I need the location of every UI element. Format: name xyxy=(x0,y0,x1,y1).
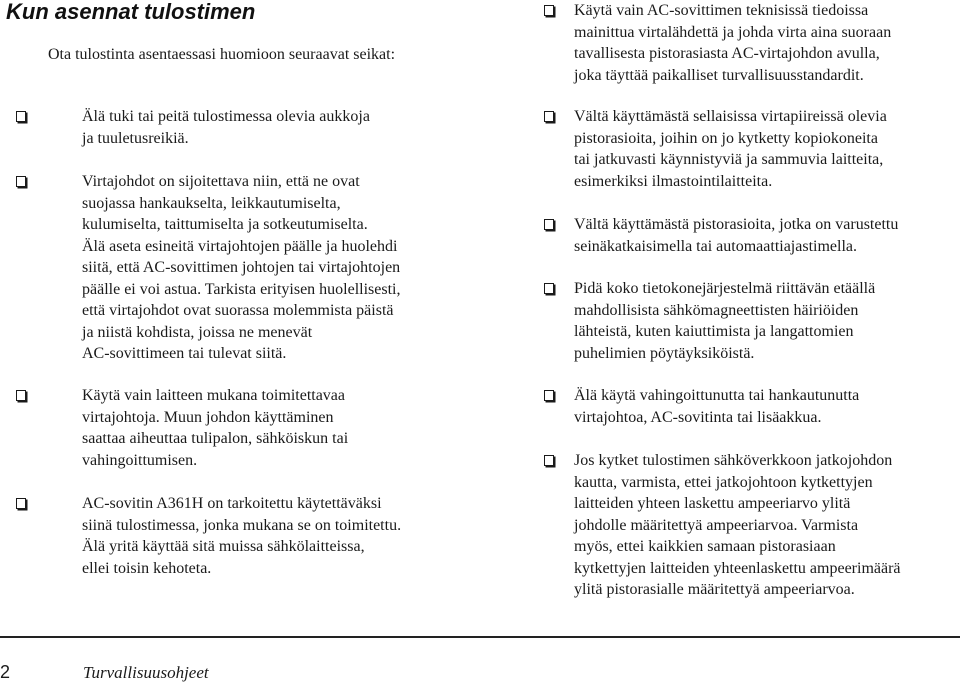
list-item-text: Älä tuki tai peitä tulostimessa olevia aukkoja ja tuuletusreikiä. xyxy=(82,108,370,147)
checkbox-bullet-icon xyxy=(544,283,554,294)
list-item-text: Pidä koko tietokonejärjestelmä riittävän etäällä mahdollisista sähkömagneettisten häiriöiden lähteistä, kuten kaiuttimista ja langattomien puhelimien pöytäyksiköistä. xyxy=(574,280,876,362)
footer-divider xyxy=(0,636,960,638)
checkbox-bullet-icon xyxy=(544,219,554,230)
list-item-text: Käytä vain AC-sovittimen teknisissä tiedoissa mainittua virtalähdettä ja johda virta aina suoraan tavallisesta pistorasiasta AC-virtajohdon avulla, joka täyttää paikalliset turvallisuusstandardit. xyxy=(574,2,892,84)
intro-paragraph: Ota tulostinta asentaessasi huomioon seuraavat seikat: xyxy=(48,46,396,63)
page-number: 2 xyxy=(0,662,11,682)
checkbox-bullet-icon xyxy=(16,176,26,187)
list-item-text: Virtajohdot on sijoitettava niin, että ne ovat suojassa hankaukselta, leikkautumiselta, kulumiselta, taittumiselta ja sotkeutumiselta. Älä aseta esineitä virtajohtojen päälle ja huolehdi siitä, että AC-sovittimen johtojen tai virtajohtojen päälle ei voi astua. Tarkista erityisen huolellisesti, että virtajohdot ovat suorassa molemmista päistä ja niistä kohdista, joissa ne menevät AC-sovittimeen tai tulevat siitä. xyxy=(82,173,401,362)
list-item-text: Käytä vain laitteen mukana toimitettavaa virtajohtoja. Muun johdon käyttäminen saattaa aiheuttaa tulipalon, sähköiskun tai vahingoittumisen. xyxy=(82,387,349,469)
list-item-text: Vältä käyttämästä pistorasioita, jotka on varustettu seinäkatkaisimella tai automaattiajastimella. xyxy=(574,216,899,255)
list-item-text: Jos kytket tulostimen sähköverkkoon jatkojohdon kautta, varmista, ettei jatkojohtoon kytkettyjen laitteiden yhteen laskettu ampeeriarvo ylitä johdolle määritettyä ampeeriarvoa. Varmista myös, ettei kaikkien samaan pistorasiaan kytkettyjen laitteiden yhteenlaskettu ampeerimäärä ylitä pistorasialle määritettyä ampeeriarvoa. xyxy=(574,452,901,598)
checkbox-bullet-icon xyxy=(16,498,26,509)
checkbox-bullet-icon xyxy=(544,5,554,16)
list-item-text: Älä käytä vahingoittunutta tai hankautunutta virtajohtoa, AC-sovitinta tai lisäakkua. xyxy=(574,387,860,426)
checkbox-bullet-icon xyxy=(544,111,554,122)
list-item-text: Vältä käyttämästä sellaisissa virtapiireissä olevia pistorasioita, joihin on jo kytketty kopiokoneita tai jatkuvasti käynnistyviä ja sammuvia laitteita, esimerkiksi ilmastointilaitteita. xyxy=(574,108,887,190)
checkbox-bullet-icon xyxy=(16,111,26,122)
checkbox-bullet-icon xyxy=(544,455,554,466)
checkbox-bullet-icon xyxy=(544,390,554,401)
checkbox-bullet-icon xyxy=(16,390,26,401)
list-item-text: AC-sovitin A361H on tarkoitettu käytettäväksi siinä tulostimessa, jonka mukana se on toimitettu. Älä yritä käyttää sitä muissa sähkölaitteissa, ellei toisin kehoteta. xyxy=(82,495,402,577)
page-heading: Kun asennat tulostimen xyxy=(6,0,256,24)
footer-section-title: Turvallisuusohjeet xyxy=(83,663,209,682)
